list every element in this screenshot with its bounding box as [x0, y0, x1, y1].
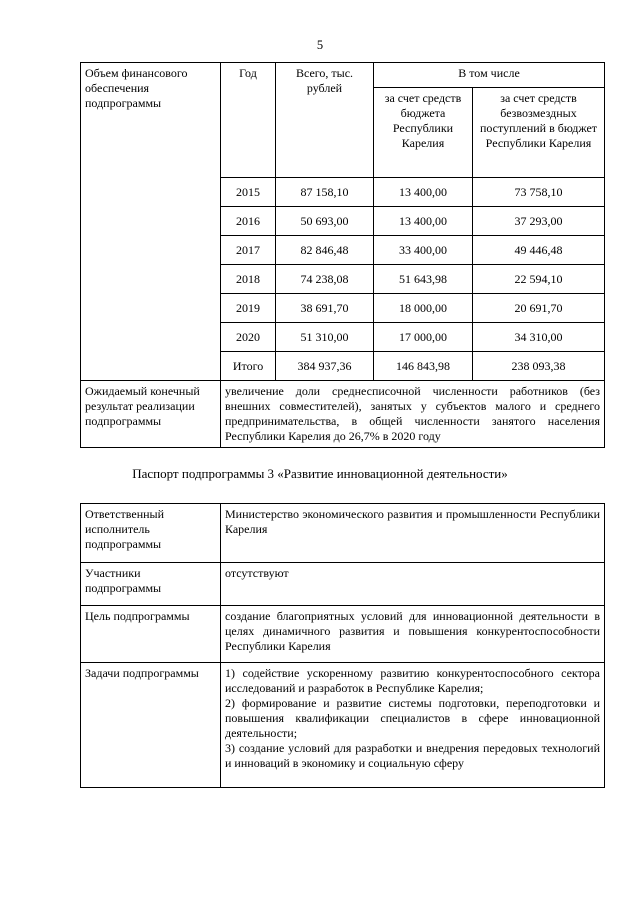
total-cell: 50 693,00 [276, 207, 374, 236]
grants-cell: 34 310,00 [473, 323, 605, 352]
year-cell: 2016 [221, 207, 276, 236]
tasks-list [221, 663, 605, 788]
year-cell: 2015 [221, 178, 276, 207]
budget-cell: 33 400,00 [374, 236, 473, 265]
budget-cell: 13 400,00 [374, 178, 473, 207]
grants-cell: 49 446,48 [473, 236, 605, 265]
year-cell: 2019 [221, 294, 276, 323]
total-cell: 74 238,08 [276, 265, 374, 294]
responsible-text: Министерство экономического развития и промышленности Республики Карелия [221, 504, 605, 563]
budget-cell: 17 000,00 [374, 323, 473, 352]
year-cell: 2020 [221, 323, 276, 352]
year-cell: 2017 [221, 236, 276, 265]
budget-cell: 51 643,98 [374, 265, 473, 294]
passport-title: Паспорт подпрограммы 3 «Развитие инновационной деятельности» [132, 466, 508, 481]
task-item: 3) создание условий для разработки и внедрения передовых технологий и инноваций в экономику и социальную сферу [225, 741, 600, 770]
participants-label: Участники подпрограммы [81, 563, 221, 606]
budget-cell: 146 843,98 [374, 352, 473, 381]
total-cell: 82 846,48 [276, 236, 374, 265]
budget-cell: 18 000,00 [374, 294, 473, 323]
header-budget: за счет средств бюджета Республики Карелия [374, 88, 473, 178]
task-item: 1) содействие ускоренному развитию конкурентоспособного сектора исследований и разработок в Республике Карелия; [225, 666, 600, 695]
grants-cell: 73 758,10 [473, 178, 605, 207]
total-cell: 384 937,36 [276, 352, 374, 381]
header-year: Год [221, 63, 276, 178]
year-cell: 2018 [221, 265, 276, 294]
responsible-label: Ответственный исполнитель подпрограммы [81, 504, 221, 563]
page-number: 5 [316, 38, 324, 52]
tasks-label: Задачи подпрограммы [81, 663, 221, 788]
grants-cell: 22 594,10 [473, 265, 605, 294]
total-cell: 87 158,10 [276, 178, 374, 207]
total-cell: 51 310,00 [276, 323, 374, 352]
passport-table [80, 503, 605, 788]
participants-text: отсутствуют [221, 563, 605, 606]
task-item: 2) формирование и развитие системы подготовки, переподготовки и повышения квалификации специалистов в сфере инновационной деятельности; [225, 696, 600, 740]
expected-result-label: Ожидаемый конечный результат реализации подпрограммы [81, 381, 221, 448]
grants-cell: 37 293,00 [473, 207, 605, 236]
total-cell: 38 691,70 [276, 294, 374, 323]
header-grants: за счет средств безвозмездных поступлений в бюджет Республики Карелия [473, 88, 605, 178]
header-including: В том числе [374, 63, 605, 88]
header-total: Всего, тыс. рублей [276, 63, 374, 178]
expected-result-text: увеличение доли среднесписочной численности работников (без внешних совместителей), занятых у субъектов малого и среднего предпринимательства, в общей численности занятого населения Республики Карелия до 26,7% в 2020 году [221, 381, 605, 448]
goal-label: Цель подпрограммы [81, 606, 221, 663]
goal-text: создание благоприятных условий для инновационной деятельности в целях динамичного развития и повышения конкурентоспособности Республики Карелия [221, 606, 605, 663]
grants-cell: 238 093,38 [473, 352, 605, 381]
grants-cell: 20 691,70 [473, 294, 605, 323]
finance-table [80, 62, 605, 448]
finance-label: Объем финансового обеспечения подпрограммы [81, 63, 221, 381]
budget-cell: 13 400,00 [374, 207, 473, 236]
year-cell: Итого [221, 352, 276, 381]
